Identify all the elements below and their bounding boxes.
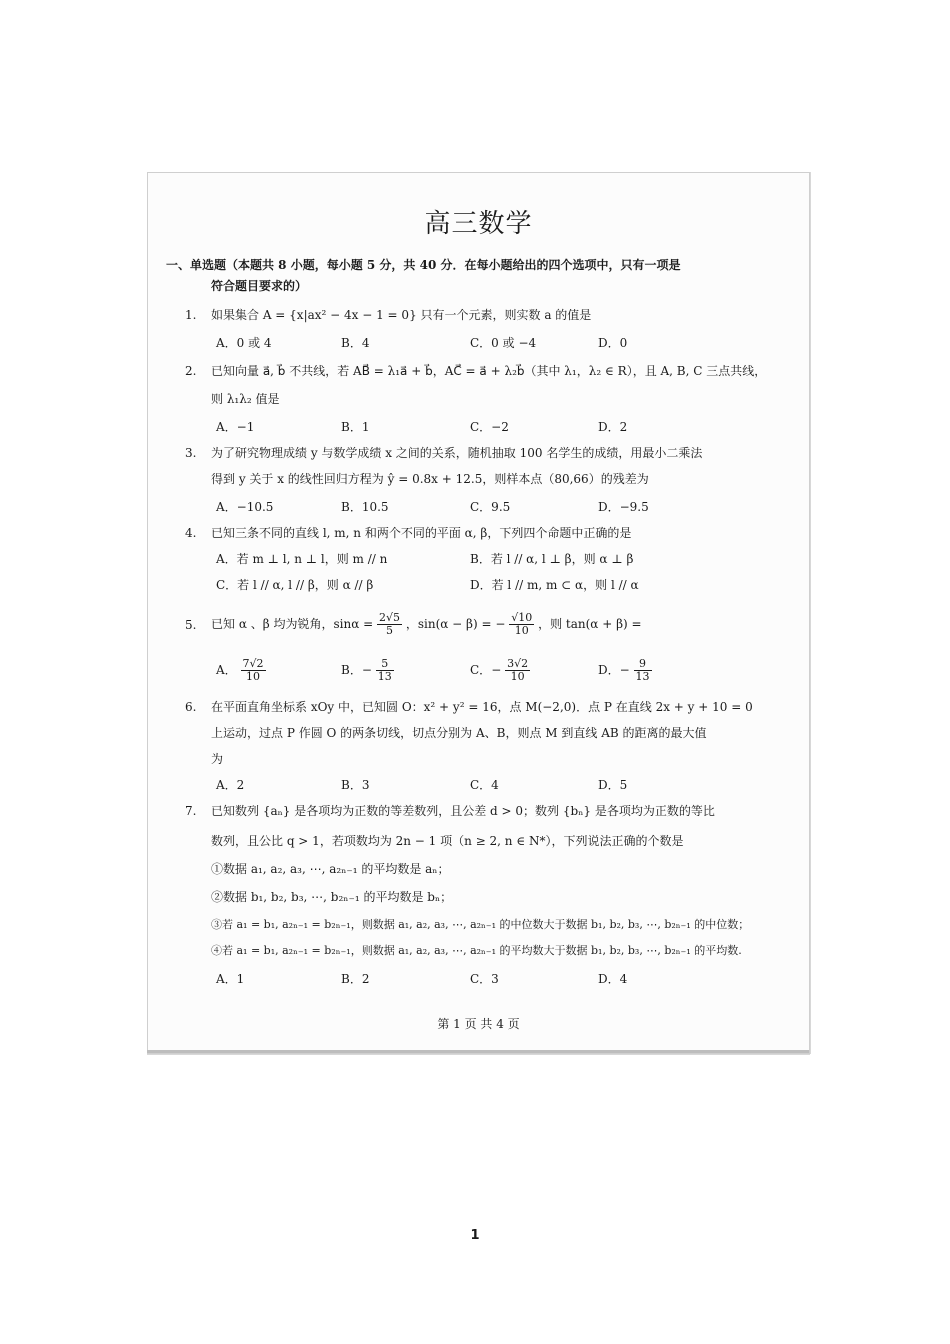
question-5-sin-alpha-fraction xyxy=(377,612,402,637)
question-2-option-c: C．−2 xyxy=(470,420,509,434)
question-5-option-b-sign: − xyxy=(361,663,372,677)
question-1-option-a: A．0 或 4 xyxy=(216,336,272,350)
question-6-option-b: B．3 xyxy=(341,778,370,792)
question-2-number: 2. xyxy=(185,364,197,378)
question-5-option-d-denominator: 13 xyxy=(635,670,650,683)
question-7-number: 7. xyxy=(185,804,197,818)
question-3-option-a: A．−10.5 xyxy=(216,500,274,514)
question-5-option-a-denominator: 10 xyxy=(246,670,260,683)
question-1-option-b: B．4 xyxy=(341,336,370,350)
question-1-text: 如果集合 A = {x|ax² − 4x − 1 = 0} 只有一个元素，则实数 a 的值是 xyxy=(211,308,592,322)
question-6-option-d: D．5 xyxy=(598,778,628,792)
question-5-option-b-denominator: 13 xyxy=(377,670,392,683)
section-header-line-1: 一、单选题（本题共 8 小题，每小题 5 分，共 40 分．在每小题给出的四个选项中，只有一项是 xyxy=(166,258,681,272)
question-5-option-d xyxy=(598,653,652,687)
question-7-text-line-1: 已知数列 {aₙ} 是各项均为正数的等差数列，且公差 d > 0；数列 {bₙ} 是各项均为正数的等比 xyxy=(211,804,715,818)
question-5-option-b xyxy=(341,653,394,687)
question-1-number: 1. xyxy=(185,308,197,322)
question-5-option-a-fraction xyxy=(241,658,266,683)
question-7-option-d: D．4 xyxy=(598,972,628,986)
question-7-option-b: B．2 xyxy=(341,972,370,986)
question-2-option-a: A．−1 xyxy=(216,420,255,434)
question-6-text-line-2: 上运动，过点 P 作圆 O 的两条切线，切点分别为 A、B，则点 M 到直线 AB 的距离的最大值 xyxy=(211,726,707,740)
section-header-line-2: 符合题目要求的） xyxy=(211,279,308,293)
question-5-text-part-a: 已知 α 、β 均为锐角，sinα = xyxy=(211,617,374,631)
question-3-option-c: C．9.5 xyxy=(470,500,511,514)
question-5-option-d-label: D． xyxy=(598,663,620,677)
question-6-option-a: A．2 xyxy=(216,778,245,792)
question-5-option-a xyxy=(216,653,266,687)
question-5-option-c-fraction xyxy=(505,658,530,683)
question-3-text-line-2: 得到 y 关于 x 的线性回归方程为 ŷ = 0.8x + 12.5，则样本点（80,66）的残差为 xyxy=(211,472,649,486)
scanned-exam-page xyxy=(147,172,810,1054)
question-4-text: 已知三条不同的直线 l, m, n 和两个不同的平面 α, β，下列四个命题中正确的是 xyxy=(211,526,632,540)
question-7-statement-1: ①数据 a₁, a₂, a₃, ⋯, a₂ₙ₋₁ 的平均数是 aₙ； xyxy=(211,862,450,876)
page-title: 高三数学 xyxy=(424,209,533,239)
question-6-text-line-1: 在平面直角坐标系 xOy 中，已知圆 O：x² + y² = 16，点 M(−2,0)．点 P 在直线 2x + y + 10 = 0 xyxy=(211,700,753,714)
question-5-fraction-2-numerator: √10 xyxy=(511,611,533,624)
question-5-text xyxy=(211,607,642,641)
question-1-option-d: D．0 xyxy=(598,336,628,350)
question-5-option-b-numerator: 5 xyxy=(376,658,394,671)
question-4-number: 4. xyxy=(185,526,197,540)
question-2-text-line-2: 则 λ₁λ₂ 值是 xyxy=(211,392,280,406)
question-3-option-b: B．10.5 xyxy=(341,500,389,514)
question-5-option-a-label: A． xyxy=(216,663,237,677)
question-5-text-part-b: ，sin(α − β) = − xyxy=(405,617,506,631)
question-3-text-line-1: 为了研究物理成绩 y 与数学成绩 x 之间的关系，随机抽取 100 名学生的成绩，用最小二乘法 xyxy=(211,446,703,460)
question-6-text-line-3: 为 xyxy=(211,752,224,766)
question-7-statement-4: ④若 a₁ = b₁, a₂ₙ₋₁ = b₂ₙ₋₁，则数据 a₁, a₂, a₃, ⋯, a₂ₙ₋₁ 的平均数大于数据 b₁, b₂, b₃, ⋯, b₂ₙ₋₁ 的平均数. xyxy=(211,944,742,957)
question-5-option-b-label: B． xyxy=(341,663,362,677)
question-3-number: 3. xyxy=(185,446,197,460)
question-7-option-c: C．3 xyxy=(470,972,499,986)
question-2-option-d: D．2 xyxy=(598,420,628,434)
question-6-option-c: C．4 xyxy=(470,778,499,792)
question-5-option-d-numerator: 9 xyxy=(634,658,652,671)
page-number: 1 xyxy=(470,1228,480,1243)
question-5-option-c-label: C． xyxy=(470,663,492,677)
question-5-fraction-2-denominator: 10 xyxy=(514,624,529,637)
question-5-option-c-sign: − xyxy=(491,663,502,677)
question-6-number: 6. xyxy=(185,700,197,714)
scan-edge-shadow xyxy=(147,1050,809,1053)
question-5-number: 5. xyxy=(185,618,197,632)
question-7-text-line-2: 数列，且公比 q > 1，若项数均为 2n − 1 项（n ≥ 2, n ∈ N*），下列说法正确的个数是 xyxy=(211,834,684,848)
question-5-option-b-fraction xyxy=(376,658,394,683)
question-7-option-a: A．1 xyxy=(216,972,245,986)
question-7-statement-2: ②数据 b₁, b₂, b₃, ⋯, b₂ₙ₋₁ 的平均数是 bₙ； xyxy=(211,890,453,904)
question-4-option-b: B．若 l // α, l ⊥ β，则 α ⊥ β xyxy=(470,552,634,566)
question-4-option-d: D．若 l // m, m ⊂ α，则 l // α xyxy=(470,578,639,592)
question-4-option-c: C．若 l // α, l // β，则 α // β xyxy=(216,578,374,592)
question-5-option-c xyxy=(470,653,530,687)
question-5-option-d-sign: − xyxy=(619,663,630,677)
question-2-option-b: B．1 xyxy=(341,420,370,434)
question-4-option-a: A．若 m ⊥ l, n ⊥ l，则 m // n xyxy=(216,552,388,566)
question-5-fraction-1-numerator: 2√5 xyxy=(379,611,401,624)
question-5-option-c-denominator: 10 xyxy=(510,670,525,683)
question-7-statement-3: ③若 a₁ = b₁, a₂ₙ₋₁ = b₂ₙ₋₁，则数据 a₁, a₂, a₃, ⋯, a₂ₙ₋₁ 的中位数大于数据 b₁, b₂, b₃, ⋯, b₂ₙ₋₁ 的中位数； xyxy=(211,918,750,931)
question-5-option-d-fraction xyxy=(634,658,652,683)
page-footer: 第 1 页 共 4 页 xyxy=(437,1017,520,1031)
question-1-option-c: C．0 或 −4 xyxy=(470,336,537,350)
question-5-text-part-c: ，则 tan(α + β) = xyxy=(538,617,642,631)
question-3-option-d: D．−9.5 xyxy=(598,500,649,514)
question-2-text-line-1: 已知向量 a⃗, b⃗ 不共线，若 AB⃗ = λ₁a⃗ + b⃗，AC⃗ = a⃗ + λ₂b⃗（其中 λ₁，λ₂ ∈ R），且 A, B, C 三点共线， xyxy=(211,364,767,378)
question-5-option-a-numerator: 7√2 xyxy=(242,657,264,670)
question-5-fraction-1-denominator: 5 xyxy=(386,624,394,637)
question-5-option-c-numerator: 3√2 xyxy=(507,657,529,670)
question-5-sin-diff-fraction xyxy=(509,612,534,637)
